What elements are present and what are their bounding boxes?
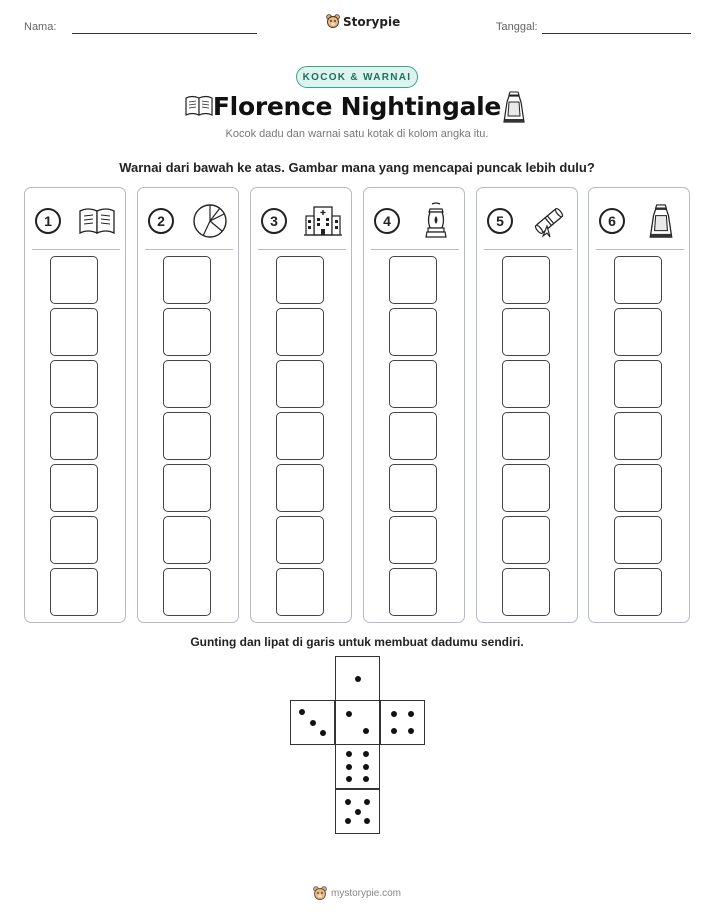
die-pip [363,776,369,782]
die-pip [363,728,369,734]
die-pip [408,728,414,734]
color-cell[interactable] [50,256,98,304]
coloring-columns [24,187,690,623]
column-number: 1 [35,208,61,234]
color-cell[interactable] [276,308,324,356]
die-face [335,656,380,701]
column-divider [596,249,684,250]
color-cell[interactable] [389,256,437,304]
column-header [148,202,230,240]
color-cell[interactable] [502,412,550,460]
column-2 [137,187,239,623]
die-pip [363,751,369,757]
color-cell[interactable] [614,568,662,616]
brand-logo [326,14,400,29]
die-pip [346,776,352,782]
color-cell[interactable] [50,568,98,616]
die-pip [345,818,351,824]
color-cell[interactable] [163,412,211,460]
color-cell[interactable] [50,516,98,564]
color-cell[interactable] [502,516,550,564]
color-cell[interactable] [614,464,662,512]
name-label: Nama: [24,21,57,33]
color-cell[interactable] [276,464,324,512]
nurse-uniform-icon [641,202,681,240]
column-3 [250,187,352,623]
column-header [261,202,343,240]
instruction-text: Warnai dari bawah ke atas. Gambar mana yang mencapai puncak lebih dulu? [119,160,595,175]
die-pip [364,818,370,824]
die-pip [391,728,397,734]
column-divider [484,249,572,250]
oil-lamp-icon [416,202,456,240]
die-net [290,656,426,836]
subtitle: Kocok dadu dan warnai satu kotak di kolom angka itu. [225,128,489,140]
die-pip [346,751,352,757]
die-pip [391,711,397,717]
brand-name: Storypie [343,14,401,29]
column-number: 3 [261,208,287,234]
footer [0,886,714,901]
die-pip [355,676,361,682]
column-header [487,202,569,240]
color-cell[interactable] [614,360,662,408]
color-cell[interactable] [502,568,550,616]
footer-url: mystorypie.com [330,888,401,899]
color-cell[interactable] [276,256,324,304]
column-divider [371,249,459,250]
color-cell[interactable] [614,412,662,460]
name-line[interactable] [72,33,257,34]
die-pip [345,799,351,805]
nurse-uniform-icon [500,90,528,124]
color-cell[interactable] [50,308,98,356]
color-cell[interactable] [389,360,437,408]
die-face [335,789,380,834]
color-cell[interactable] [502,360,550,408]
column-divider [145,249,233,250]
color-cell[interactable] [163,464,211,512]
bear-icon [313,886,327,901]
die-pip [363,764,369,770]
die-pip [320,730,326,736]
column-1 [24,187,126,623]
die-pip [355,809,361,815]
column-divider [32,249,120,250]
color-cell[interactable] [50,412,98,460]
column-4 [363,187,465,623]
die-pip [299,709,305,715]
color-cell[interactable] [163,568,211,616]
color-cell[interactable] [614,308,662,356]
color-cell[interactable] [163,516,211,564]
page-title: Florence Nightingale [212,92,502,121]
color-cell[interactable] [614,256,662,304]
color-cell[interactable] [163,308,211,356]
cut-instruction-text: Gunting dan lipat di garis untuk membuat dadumu sendiri. [190,635,524,649]
color-cell[interactable] [276,568,324,616]
column-number: 4 [374,208,400,234]
column-number: 6 [599,208,625,234]
column-header [599,202,681,240]
color-cell[interactable] [50,360,98,408]
die-face [380,700,425,745]
color-cell[interactable] [276,516,324,564]
die-pip [364,799,370,805]
color-cell[interactable] [276,412,324,460]
column-header [374,202,456,240]
column-5 [476,187,578,623]
die-face [335,700,380,745]
color-cell[interactable] [163,360,211,408]
die-pip [310,720,316,726]
pie-chart-icon [190,202,230,240]
column-number: 5 [487,208,513,234]
date-line[interactable] [542,33,691,34]
color-cell[interactable] [389,568,437,616]
activity-badge: KOCOK & WARNAI [296,66,418,88]
column-number: 2 [148,208,174,234]
diploma-scroll-icon [529,202,569,240]
color-cell[interactable] [389,516,437,564]
hospital-building-icon [303,202,343,240]
color-cell[interactable] [502,256,550,304]
color-cell[interactable] [163,256,211,304]
column-header [35,202,117,240]
color-cell[interactable] [389,464,437,512]
open-book-icon [77,202,117,240]
color-cell[interactable] [389,412,437,460]
die-face [335,744,380,789]
die-pip [346,764,352,770]
column-6 [588,187,690,623]
color-cell[interactable] [614,516,662,564]
color-cell[interactable] [276,360,324,408]
die-pip [346,711,352,717]
worksheet-header [0,14,714,44]
bear-icon [326,14,340,29]
die-face [290,700,335,745]
color-cell[interactable] [389,308,437,356]
color-cell[interactable] [502,464,550,512]
color-cell[interactable] [502,308,550,356]
date-label: Tanggal: [496,21,538,33]
color-cell[interactable] [50,464,98,512]
die-pip [408,711,414,717]
column-divider [258,249,346,250]
